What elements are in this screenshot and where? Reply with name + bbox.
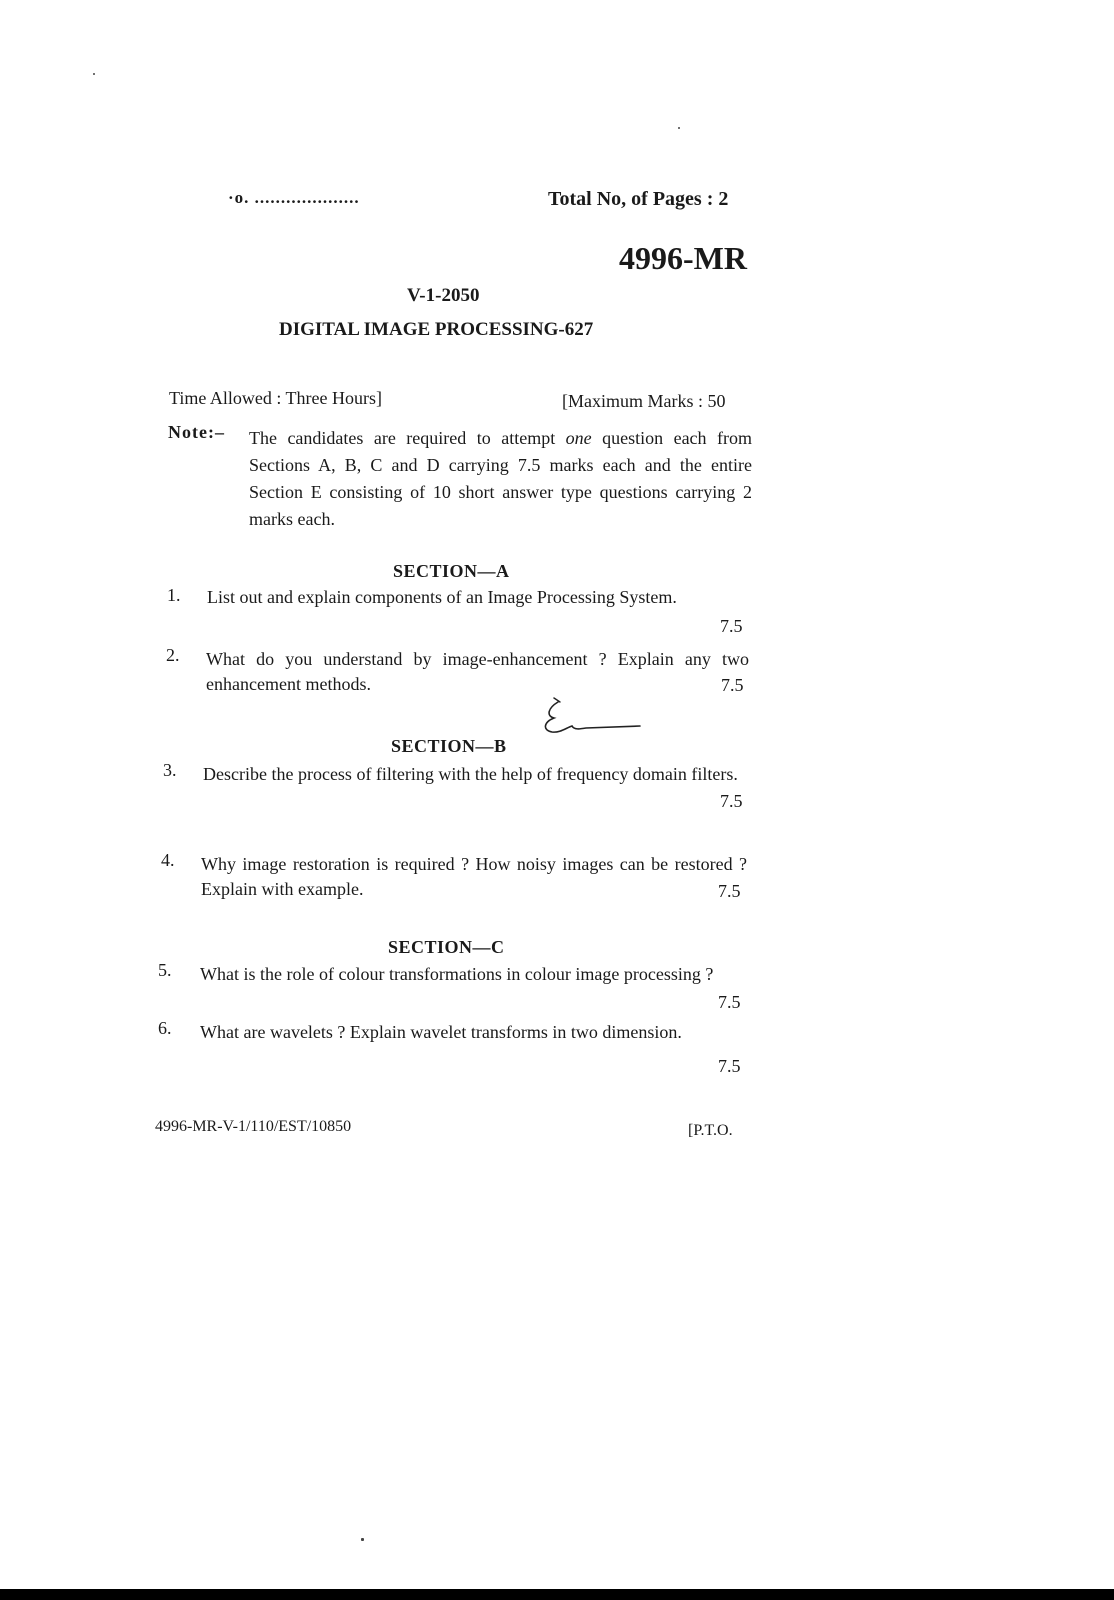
question-marks: 7.5 [720,791,743,811]
time-allowed: Time Allowed : Three Hours] [169,388,382,408]
question-number: 3. [163,760,177,780]
question-text: What are wavelets ? Explain wavelet transforms in two dimension. [200,1022,682,1042]
note-label: Note:– [168,422,225,442]
maximum-marks: [Maximum Marks : 50 [562,391,726,411]
note-emphasis: one [565,428,592,448]
subject-code: V-1-2050 [407,285,480,306]
question-number: 5. [158,960,172,980]
roll-number-field: ·o. .................... [228,188,360,207]
question-number: 4. [161,850,175,870]
question-text: Describe the process of filtering with the help of frequency domain filters. [203,764,738,784]
scan-speck [678,127,680,129]
question-marks: 7.5 [718,881,741,901]
scan-speck [93,73,95,75]
note-text-part: The candidates are required to attempt [249,428,566,448]
question-text: What do you understand by image-enhancement ? Explain any two enhancement methods. [206,649,749,694]
scan-edge-bar [0,1589,1114,1600]
question-marks: 7.5 [721,675,744,695]
signature-icon [540,696,650,738]
section-heading: SECTION—B [391,736,507,756]
total-pages: Total No, of Pages : 2 [548,188,729,210]
paper-title: DIGITAL IMAGE PROCESSING-627 [279,319,594,340]
page-turn-over: [P.T.O. [688,1122,733,1139]
question-text: Why image restoration is required ? How noisy images can be restored ? Explain with example. [201,854,747,899]
question-marks: 7.5 [720,616,743,636]
paper-code: 4996-MR [619,240,747,276]
question-text: What is the role of colour transformations in colour image processing ? [200,964,714,984]
section-heading: SECTION—A [393,561,510,581]
question-text: List out and explain components of an Image Processing System. [207,587,677,607]
question-number: 2. [166,645,180,665]
scan-speck [361,1538,364,1541]
note-text [249,425,752,533]
question-marks: 7.5 [718,992,741,1012]
note-text-part: question each from Sections A, B, C and D carrying 7.5 marks each and the entire Section E consisting of 10 short answer type questions carrying 2 marks each. [249,428,753,529]
section-heading: SECTION—C [388,937,505,957]
footer-code: 4996-MR-V-1/110/EST/10850 [155,1118,352,1135]
question-marks: 7.5 [718,1056,741,1076]
question-number: 1. [167,585,181,605]
question-number: 6. [158,1018,172,1038]
